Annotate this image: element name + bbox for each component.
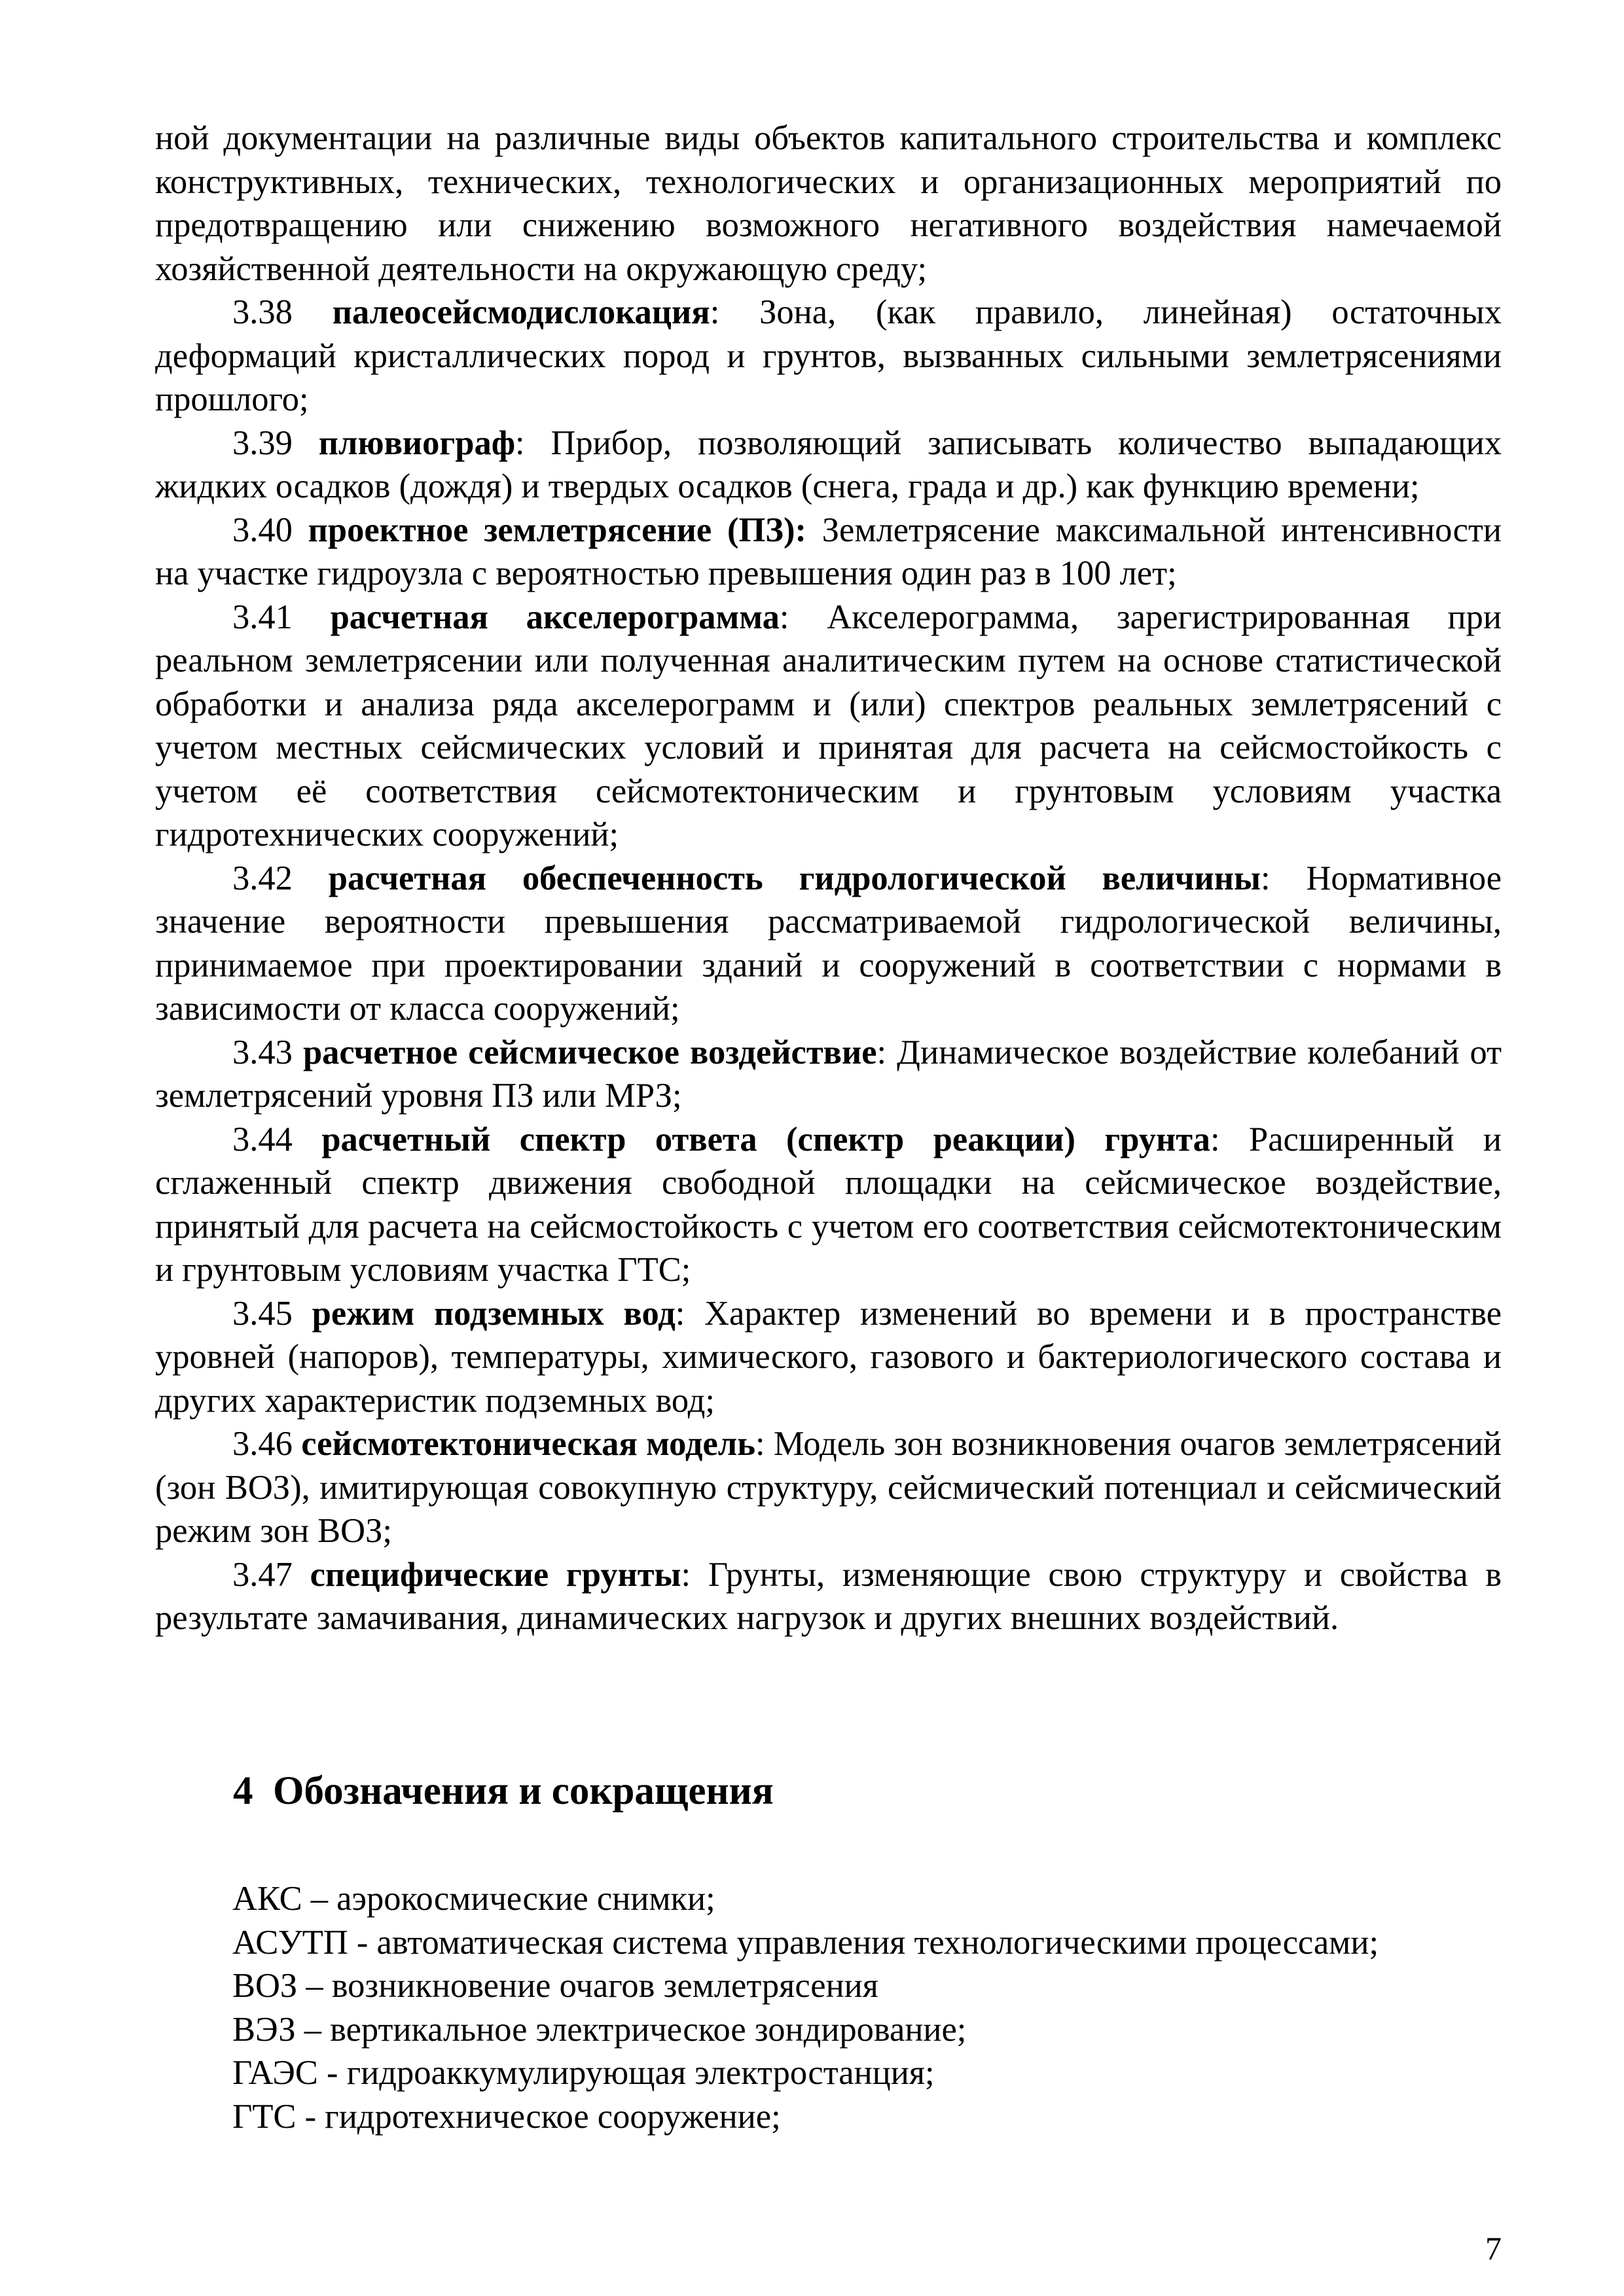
definition-text: Модель зон возникновения очагов землетрясений (зон ВОЗ), имитирующая совокупную структуру, сейсмический потенциал и сейсмический режим зон ВОЗ; — [155, 1425, 1502, 1550]
definition-term: палеосейсмодислокация — [332, 293, 710, 331]
definition-separator: : — [675, 1294, 685, 1333]
definition-text: Грунты, изменяющие свою структуру и свойства в результате замачивания, динамических нагрузок и других внешних воздействий. — [155, 1555, 1502, 1637]
definition-term: расчетный спектр ответа (спектр реакции) грунта — [321, 1120, 1210, 1158]
definition-term: проектное землетрясение (ПЗ): — [308, 511, 806, 549]
definition-3-44 — [155, 1118, 1502, 1292]
abbreviations-list — [155, 1877, 1502, 2138]
definition-term: расчетная обеспеченность гидрологической величины — [328, 859, 1261, 897]
abbreviation-item: ВЭЗ – вертикальное электрическое зондирование; — [232, 2010, 967, 2049]
definition-3-47 — [155, 1553, 1502, 1640]
definition-separator: : — [1261, 859, 1271, 897]
definition-text: Прибор, позволяющий записывать количество выпадающих жидких осадков (дождя) и твердых осадков (снега, града и др.) как функцию времени; — [155, 423, 1502, 505]
definition-3-42 — [155, 857, 1502, 1031]
definition-number: 3.45 — [232, 1294, 293, 1333]
definition-term: расчетное сейсмическое воздействие — [302, 1033, 877, 1071]
definition-number: 3.46 — [232, 1425, 293, 1463]
section-heading — [233, 1765, 1477, 1818]
abbreviation-item: ВОЗ – возникновение очагов землетрясения — [232, 1967, 878, 2005]
definition-number: 3.40 — [232, 511, 293, 549]
definition-text: Землетрясение максимальной интенсивности на участке гидроузла с вероятностью превышения один раз в 100 лет; — [155, 511, 1502, 592]
definition-number: 3.43 — [232, 1033, 293, 1071]
definition-3-40 — [155, 509, 1502, 596]
definition-number: 3.41 — [232, 598, 293, 636]
definition-number: 3.38 — [232, 293, 293, 331]
page-number: 7 — [1485, 2230, 1502, 2267]
definition-term: специфические грунты — [310, 1555, 681, 1594]
definition-text: Расширенный и сглаженный спектр движения свободной площадки на сейсмическое воздействие, принятый для расчета на сейсмостойкость с учетом его соответствия сейсмотектоническим и грунтовым условиям участка ГТС; — [155, 1120, 1502, 1289]
definition-text: Зона, (как правило, линейная) остаточных деформаций кристаллических пород и грунтов, вызванных сильными землетрясениями прошлого; — [155, 293, 1502, 418]
definition-separator: : — [515, 423, 525, 462]
abbreviation-item: ГАЭС - гидроаккумулирующая электростанция; — [232, 2054, 935, 2092]
definition-separator: : — [1210, 1120, 1220, 1158]
definition-3-43 — [155, 1031, 1502, 1118]
section-title: Обозначения и сокращения — [273, 1769, 774, 1813]
abbreviation-item: АСУТП - автоматическая система управления технологическими процессами; — [232, 1923, 1379, 1962]
definition-text: Нормативное значение вероятности превышения рассматриваемой гидрологической величины, принимаемое при проектировании зданий и сооружений в соответствии с нормами в зависимости от класса сооружений; — [155, 859, 1502, 1028]
definition-separator: : — [710, 293, 720, 331]
definition-separator: : — [755, 1425, 765, 1463]
definition-3-39 — [155, 422, 1502, 509]
definition-number: 3.39 — [232, 423, 293, 462]
definition-3-38 — [155, 291, 1502, 422]
definition-term: сейсмотектоническая модель — [301, 1425, 755, 1463]
continuation-paragraph: ной документации на различные виды объектов капитального строительства и комплекс конструктивных, технических, технологических и организационных мероприятий по предотвращению или снижению возможного негативного воздействия намечаемой хозяйственной деятельности на окружающую среду; — [155, 119, 1502, 288]
abbreviation-item: ГТС - гидротехническое сооружение; — [232, 2097, 781, 2136]
definition-text: Динамическое воздействие колебаний от землетрясений уровня ПЗ или МРЗ; — [155, 1033, 1502, 1115]
definition-number: 3.44 — [232, 1120, 293, 1158]
definition-term: режим подземных вод — [312, 1294, 676, 1333]
definition-term: расчетная акселерограмма — [330, 598, 780, 636]
definitions-block — [155, 117, 1502, 1640]
definition-text: Характер изменений во времени и в пространстве уровней (напоров), температуры, химического, газового и бактериологического состава и других характеристик подземных вод; — [155, 1294, 1502, 1420]
definition-term: плювиограф — [318, 423, 516, 462]
definition-3-45 — [155, 1292, 1502, 1423]
definition-3-46 — [155, 1422, 1502, 1553]
abbreviation-item: АКС – аэрокосмические снимки; — [232, 1880, 715, 1918]
definition-number: 3.47 — [232, 1555, 293, 1594]
section-number: 4 — [233, 1769, 253, 1813]
definition-number: 3.42 — [232, 859, 293, 897]
definition-separator: : — [681, 1555, 691, 1594]
definition-3-41 — [155, 596, 1502, 857]
definition-separator: : — [876, 1033, 887, 1071]
definition-text: Акселерограмма, зарегистрированная при реальном землетрясении или полученная аналитическим путем на основе статистической обработки и анализа ряда акселерограмм и (или) спектров реальных землетрясений с учетом местных сейсмических условий и принятая для расчета на сейсмостойкость с учетом её соответствия сейсмотектоническим и грунтовым условиям участка гидротехнических сооружений; — [155, 598, 1502, 853]
definition-separator: : — [779, 598, 789, 636]
